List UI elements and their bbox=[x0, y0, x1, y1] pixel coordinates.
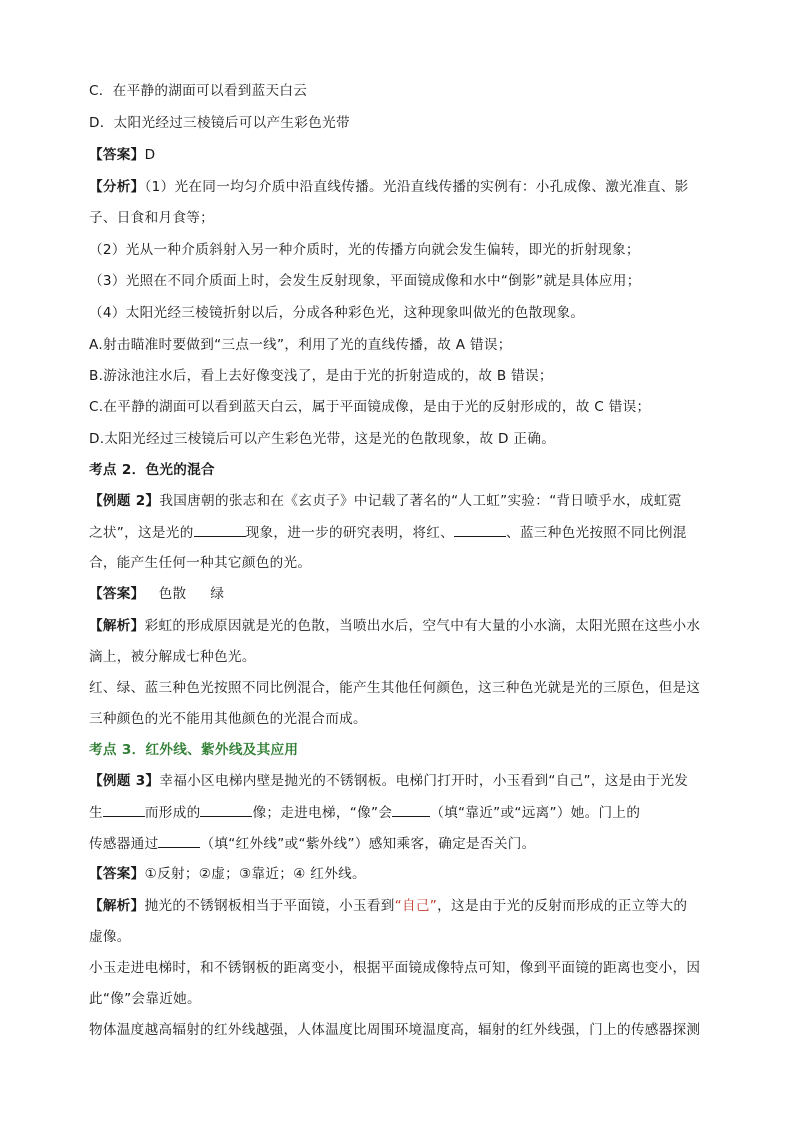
text-segment: 现象，进一步的研究表明，将红、 bbox=[245, 525, 455, 541]
example-3-line bbox=[89, 833, 709, 854]
fill-blank bbox=[454, 522, 506, 537]
highlighted-text: “自己” bbox=[394, 898, 438, 914]
fill-blank bbox=[158, 833, 200, 848]
text-segment: 传感器通过 bbox=[89, 836, 159, 852]
explanation-text: 彩虹的形成原因就是光的色散，当喷出水后，空气中有大量的小水滴，太阳光照在这些小水 bbox=[144, 618, 701, 634]
example-tag: 【例题 2】 bbox=[89, 493, 160, 509]
text-segment: 像；走进电梯，“像”会 bbox=[252, 805, 393, 821]
explanation-line: 此“像”会靠近她。 bbox=[89, 991, 201, 1007]
analysis-line: C.在平静的湖面可以看到蓝天白云，属于平面镜成像，是由于光的反射形成的，故 C 错误； bbox=[89, 399, 651, 415]
analysis-line: （2）光从一种介质斜射入另一种介质时，光的传播方向就会发生偏转，即光的折射现象； bbox=[89, 242, 640, 258]
fill-blank bbox=[392, 802, 430, 817]
text-segment: 抛光的不锈钢板相当于平面镜，小玉看到 bbox=[144, 898, 395, 914]
fill-blank bbox=[200, 802, 252, 817]
section-heading-2: 考点 2．色光的混合 bbox=[89, 462, 215, 478]
fill-blank bbox=[194, 522, 246, 537]
example-2-line: 合，能产生任何一种其它颜色的光。 bbox=[89, 555, 312, 571]
text-segment: 之状”，这是光的 bbox=[89, 525, 194, 541]
analysis-line: 子、日食和月食等； bbox=[89, 210, 215, 226]
answer-3 bbox=[89, 864, 709, 884]
example-text: 幸福小区电梯内壁是抛光的不锈钢板。电梯门打开时，小玉看到“自己”，这是由于光发 bbox=[159, 773, 689, 789]
analysis-1 bbox=[89, 177, 709, 197]
answer-value: 绿 bbox=[210, 586, 225, 602]
example-text: 我国唐朝的张志和在《玄贞子》中记载了著名的“人工虹”实验：“背日喷乎水，成虹霓 bbox=[159, 493, 682, 509]
example-tag: 【例题 3】 bbox=[89, 773, 160, 789]
analysis-line: D.太阳光经过三棱镜后可以产生彩色光带，这是光的色散现象，故 D 正确。 bbox=[89, 431, 556, 447]
text-segment: ，这是由于光的反射而形成的正立等大的 bbox=[437, 898, 688, 914]
text-segment: 生 bbox=[89, 805, 103, 821]
explanation-tag: 【解析】 bbox=[89, 898, 145, 914]
text-segment: 而形成的 bbox=[144, 805, 201, 821]
analysis-tag: 【分析】 bbox=[89, 179, 145, 195]
example-2 bbox=[89, 491, 709, 511]
explanation-line: 小玉走进电梯时，和不锈钢板的距离变小，根据平面镜成像特点可知，像到平面镜的距离也变小，因 bbox=[89, 960, 701, 976]
analysis-line: A.射击瞄准时要做到“三点一线”，利用了光的直线传播，故 A 错误； bbox=[89, 337, 512, 353]
answer-value: 色散 bbox=[158, 586, 187, 602]
text-segment: 、蓝三种色光按照不同比例混 bbox=[506, 525, 687, 541]
explanation-tag: 【解析】 bbox=[89, 618, 145, 634]
answer-2 bbox=[89, 584, 709, 604]
answer-tag: 【答案】 bbox=[89, 866, 145, 882]
analysis-line: B.游泳池注水后，看上去好像变浅了，是由于光的折射造成的，故 B 错误； bbox=[89, 368, 553, 384]
example-2-line bbox=[89, 522, 709, 543]
analysis-line: （3）光照在不同介质面上时，会发生反射现象，平面镜成像和水中“倒影”就是具体应用； bbox=[89, 273, 641, 289]
explanation-3 bbox=[89, 896, 709, 916]
text-segment: （填“红外线”或“紫外线”）感知乘客，确定是否关门。 bbox=[200, 836, 536, 852]
answer-text: D bbox=[144, 147, 156, 163]
explanation-line: 滴上，被分解成七种色光。 bbox=[89, 649, 256, 665]
answer-tag: 【答案】 bbox=[89, 586, 145, 602]
analysis-line: （4）太阳光经三棱镜折射以后，分成各种彩色光，这种现象叫做光的色散现象。 bbox=[89, 305, 585, 321]
section-heading-3: 考点 3．红外线、紫外线及其应用 bbox=[89, 742, 299, 758]
answer-1 bbox=[89, 145, 709, 165]
explanation-line: 虚像。 bbox=[89, 929, 131, 945]
fill-blank bbox=[103, 802, 145, 817]
explanation-2 bbox=[89, 616, 709, 636]
option-d: D．太阳光经过三棱镜后可以产生彩色光带 bbox=[89, 115, 350, 131]
example-3 bbox=[89, 771, 709, 791]
explanation-line: 三种颜色的光不能用其他颜色的光混合而成。 bbox=[89, 711, 367, 727]
answer-tag: 【答案】 bbox=[89, 147, 145, 163]
explanation-line: 物体温度越高辐射的红外线越强，人体温度比周围环境温度高，辐射的红外线强，门上的传感器探测 bbox=[89, 1022, 701, 1038]
answer-text: ①反射；②虚；③靠近；④ 红外线。 bbox=[144, 866, 366, 882]
analysis-text: （1）光在同一均匀介质中沿直线传播。光沿直线传播的实例有：小孔成像、激光准直、影 bbox=[144, 179, 689, 195]
explanation-line: 红、绿、蓝三种色光按照不同比例混合，能产生其他任何颜色，这三种色光就是光的三原色，但是这 bbox=[89, 680, 701, 696]
text-segment: （填“靠近”或“远离”）她。门上的 bbox=[430, 805, 641, 821]
option-c: C．在平静的湖面可以看到蓝天白云 bbox=[89, 83, 308, 99]
example-3-line bbox=[89, 802, 709, 823]
